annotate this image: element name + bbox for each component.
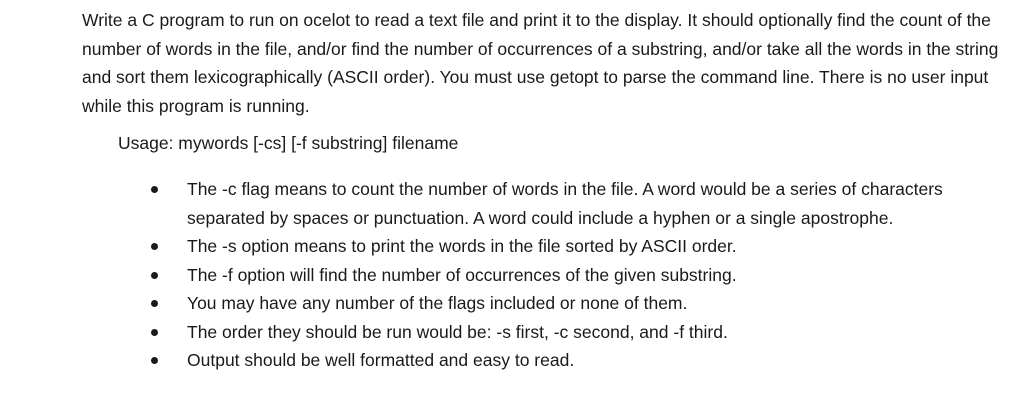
list-item — [0, 346, 967, 375]
bullet-icon — [151, 300, 158, 307]
list-item-text: You may have any number of the flags included or none of them. — [187, 293, 688, 313]
list-item-text: The -s option means to print the words in the file sorted by ASCII order. — [187, 236, 737, 256]
list-item — [0, 232, 967, 261]
bullet-icon — [151, 329, 158, 336]
list-item — [0, 289, 967, 318]
bullet-icon — [151, 357, 158, 364]
list-item — [0, 261, 967, 290]
list-item-text: The order they should be run would be: -s first, -c second, and -f third. — [187, 321, 728, 342]
list-item — [0, 318, 967, 347]
usage-line: Usage: mywords [-cs] [-f substring] filename — [118, 133, 459, 153]
bullet-icon — [151, 243, 158, 250]
list-item-text: Output should be well formatted and easy to read. — [187, 350, 575, 370]
list-item-text: The -f option will find the number of occurrences of the given substring. — [187, 264, 737, 285]
bullet-icon — [151, 186, 158, 193]
list-item — [0, 175, 967, 232]
list-item-text: The -c flag means to count the number of words in the file. A word would be a series of characters separated by spaces or punctuation. A word could include a hyphen or a single apostrophe. — [187, 179, 943, 228]
requirements-list — [0, 175, 967, 375]
intro-paragraph: Write a C program to run on ocelot to read a text file and print it to the display. It should optionally find the count of the number of words in the file, and/or find the number of occurrences of a substring, and/or take all the words in the string and sort them lexicographically (ASCII order). You must use getopt to parse the command line. There is no user input while this program is running. — [82, 10, 999, 116]
bullet-icon — [151, 272, 158, 279]
